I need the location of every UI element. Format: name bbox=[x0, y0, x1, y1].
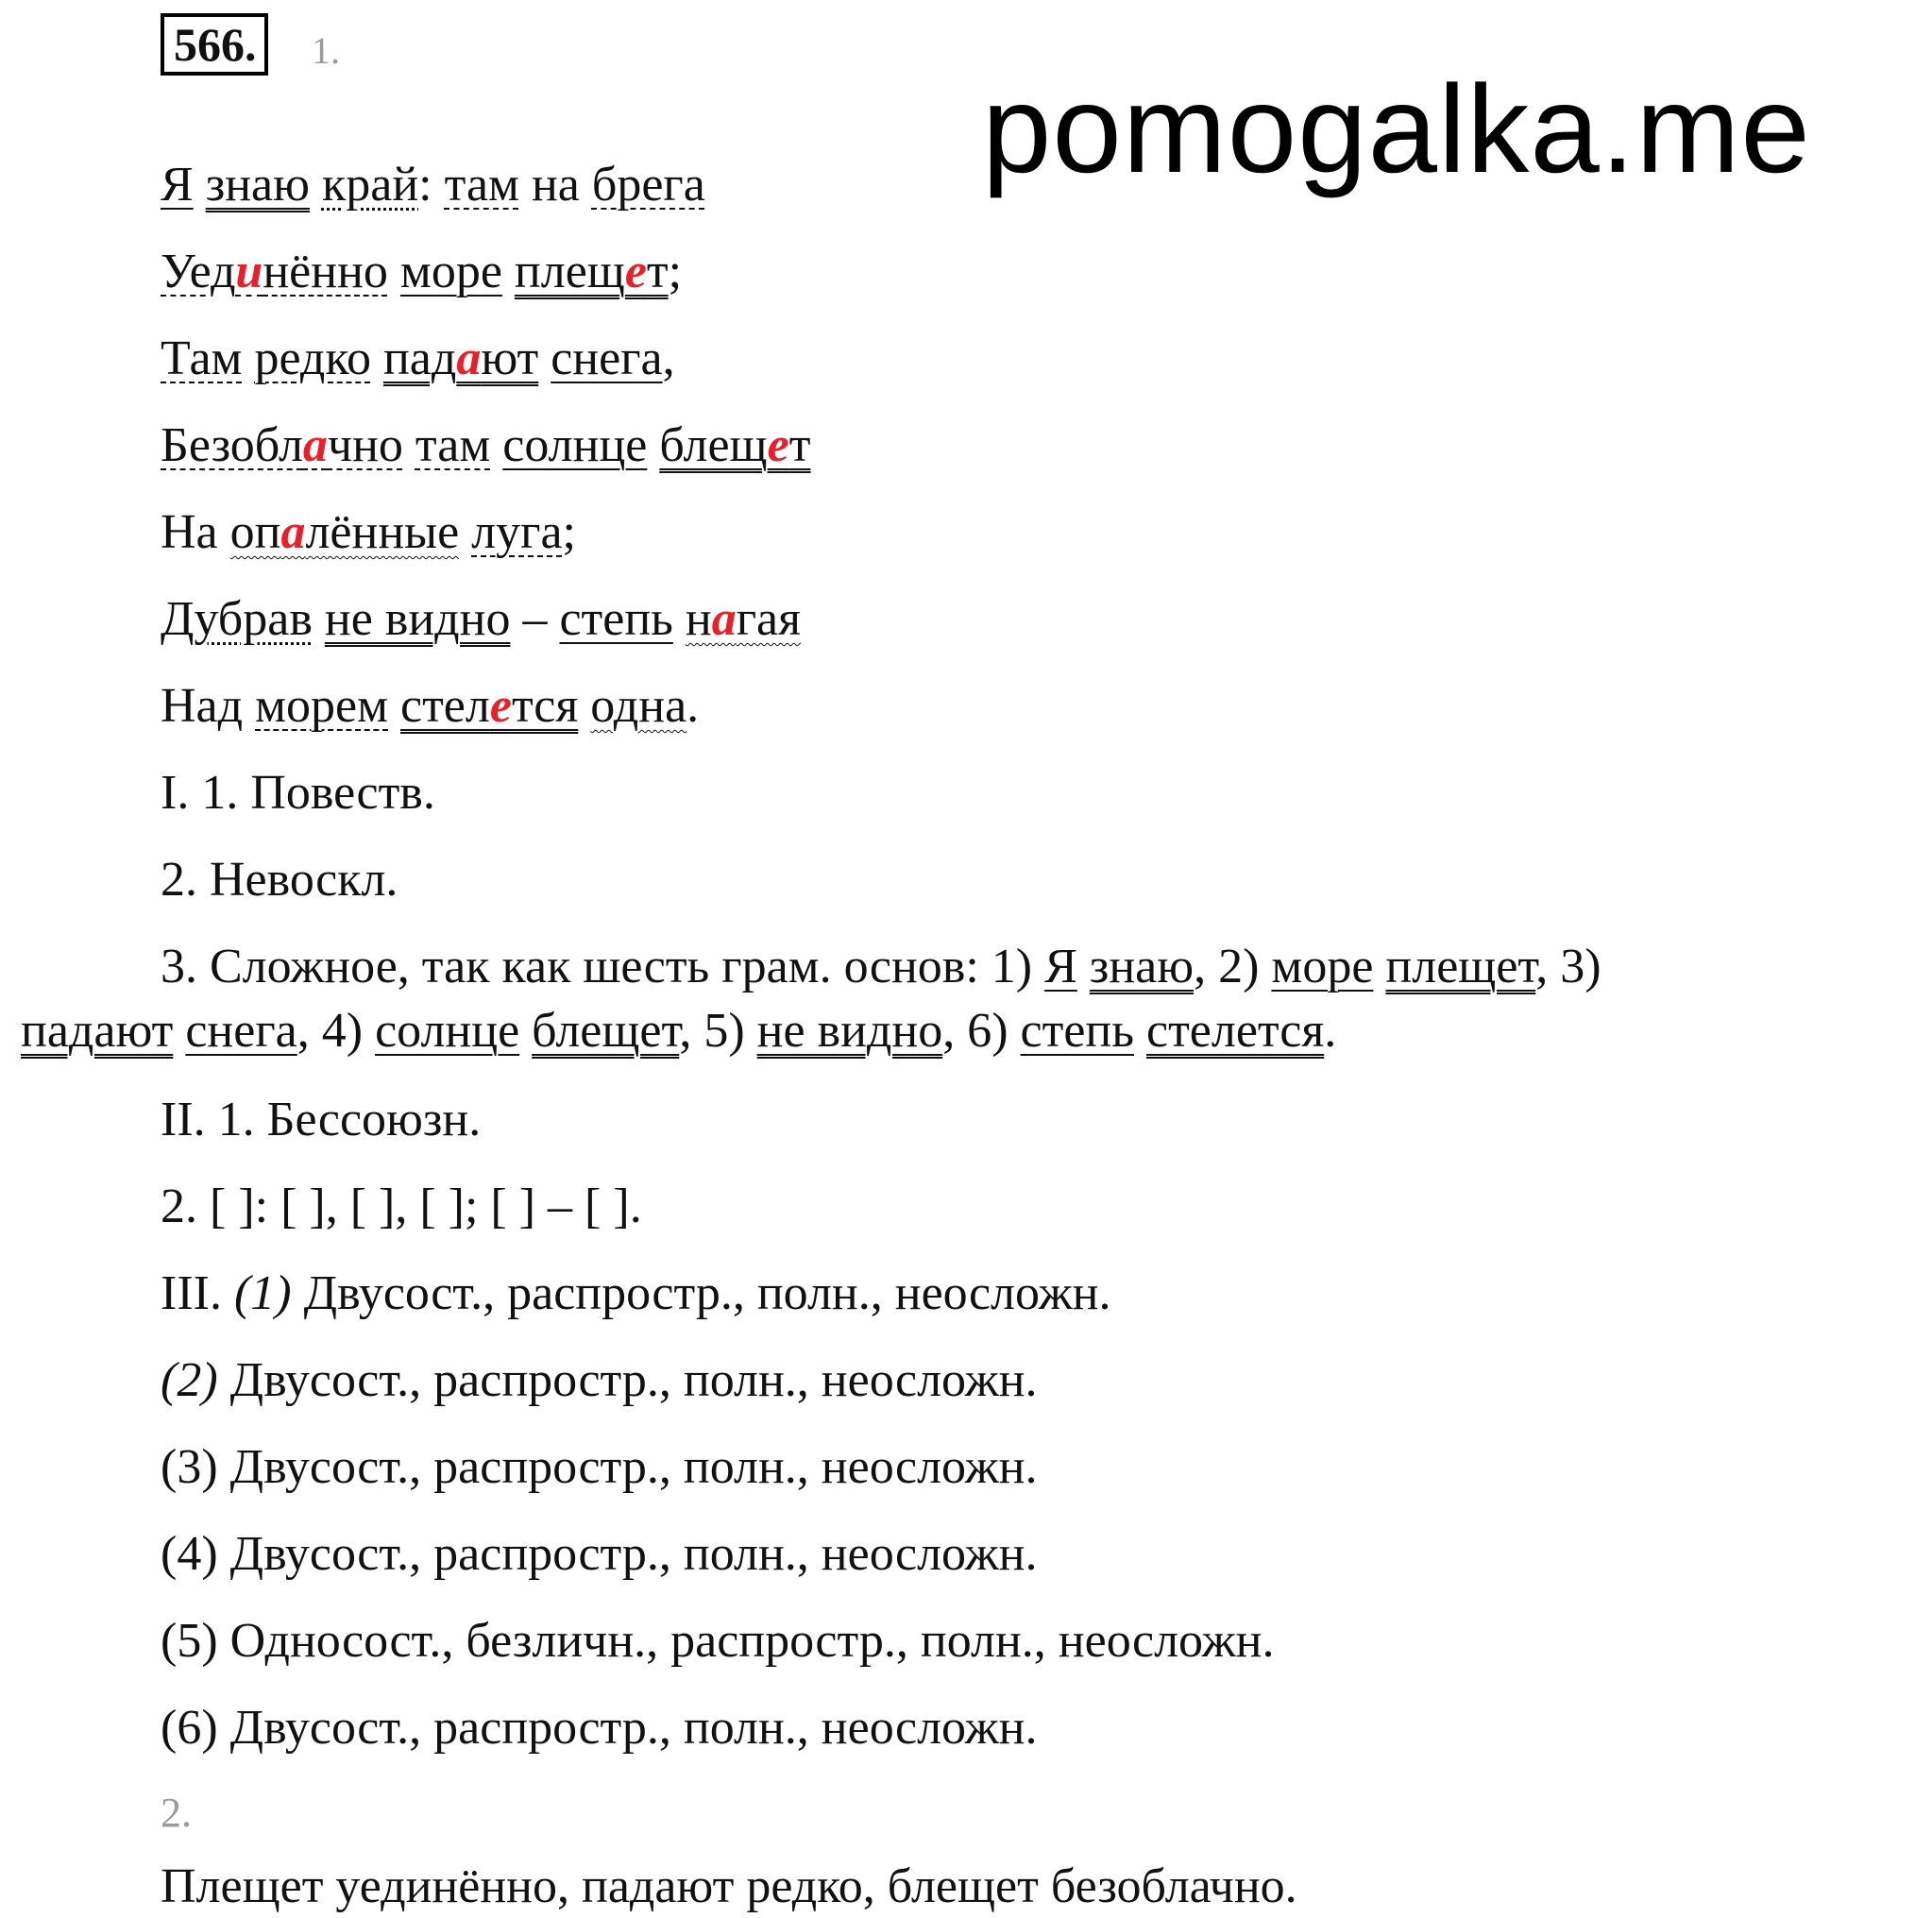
punct: , bbox=[662, 331, 675, 385]
punct: ; bbox=[668, 245, 683, 298]
exercise-number: 566. bbox=[161, 13, 268, 76]
poem-line-3 bbox=[161, 331, 675, 387]
analysis-i-2: 2. Невоскл. bbox=[161, 853, 398, 907]
analysis-i-3-line-2: падают снега, 4) солнце блещет, 5) не видно, 6) степь стелется. bbox=[21, 1004, 1337, 1058]
word: Уединённо bbox=[161, 245, 388, 298]
word: Дубрав bbox=[161, 592, 313, 646]
word: степь bbox=[559, 592, 673, 646]
punct: ; bbox=[562, 505, 576, 559]
poem-line-7 bbox=[161, 678, 699, 735]
part2-label: 2. bbox=[161, 1790, 192, 1836]
part1-label: 1. bbox=[312, 29, 340, 72]
predicate: стелется bbox=[1145, 1004, 1325, 1058]
word: там bbox=[444, 158, 519, 212]
predicate: блещет bbox=[532, 1004, 680, 1058]
word: стелется bbox=[400, 679, 579, 733]
sentence-label: (3) bbox=[161, 1440, 218, 1494]
poem-line-6 bbox=[161, 591, 801, 648]
word: луга bbox=[471, 505, 563, 559]
subject: солнце bbox=[375, 1004, 520, 1058]
poem-line-1 bbox=[161, 157, 705, 213]
punct: . bbox=[686, 679, 700, 733]
word: блещет bbox=[659, 418, 811, 472]
predicate: не видно bbox=[756, 1004, 943, 1058]
word: край bbox=[321, 158, 419, 212]
part2-text: Плещет уединённо, падают редко, блещет безоблачно. bbox=[161, 1859, 1297, 1913]
word: знаю bbox=[205, 158, 310, 212]
word: одна bbox=[590, 679, 687, 733]
subject: снега bbox=[185, 1004, 297, 1058]
analysis-iii-6: (6) Двусост., распростр., полн., неосложн. bbox=[161, 1701, 1038, 1755]
poem-line-2 bbox=[161, 244, 682, 300]
word: опалённые bbox=[229, 505, 460, 559]
punct: : bbox=[418, 158, 432, 212]
word: там bbox=[415, 418, 491, 472]
sentence-label: (6) bbox=[161, 1701, 218, 1755]
word: плещет bbox=[514, 245, 669, 298]
poem-line-4 bbox=[161, 417, 810, 474]
analysis-ii-1: II. 1. Бессоюзн. bbox=[161, 1093, 482, 1146]
word: Безоблачно bbox=[161, 418, 403, 472]
analysis-i-1: I. 1. Повеств. bbox=[161, 766, 435, 820]
word: снега bbox=[551, 331, 663, 385]
analysis-iii-2: (2) Двусост., распростр., полн., неосложн. bbox=[161, 1353, 1038, 1407]
poem-line-5 bbox=[161, 504, 576, 561]
word: Над bbox=[161, 679, 244, 733]
word: морем bbox=[255, 679, 388, 733]
word: не видно bbox=[324, 592, 511, 646]
site-logo: pomogalka.me bbox=[982, 59, 1811, 198]
word: море bbox=[399, 245, 502, 298]
word: солнце bbox=[502, 418, 648, 472]
word: брега bbox=[591, 158, 705, 212]
word: на bbox=[531, 158, 580, 212]
analysis-iii-5: (5) Односост., безличн., распростр., полн., неосложн. bbox=[161, 1614, 1275, 1668]
word: нагая bbox=[685, 592, 802, 646]
word: редко bbox=[254, 331, 371, 385]
subject: море bbox=[1271, 940, 1374, 993]
analysis-iii-1: III. (1) Двусост., распростр., полн., неосложн. bbox=[161, 1266, 1111, 1320]
subject: степь bbox=[1020, 1004, 1134, 1058]
dash: – bbox=[522, 592, 548, 646]
sentence-label: (4) bbox=[161, 1527, 218, 1581]
predicate: плещет bbox=[1385, 940, 1536, 993]
word: На bbox=[161, 505, 218, 559]
analysis-iii-4: (4) Двусост., распростр., полн., неосложн. bbox=[161, 1527, 1038, 1581]
word: падают bbox=[382, 331, 539, 385]
sentence-label: (1) bbox=[233, 1266, 292, 1320]
analysis-ii-2-scheme: 2. [ ]: [ ], [ ], [ ]; [ ] – [ ]. bbox=[161, 1180, 642, 1233]
predicate: падают bbox=[21, 1004, 174, 1058]
analysis-iii-3: (3) Двусост., распростр., полн., неосложн. bbox=[161, 1440, 1038, 1494]
subject: Я bbox=[1044, 940, 1077, 993]
word: Я bbox=[161, 158, 194, 212]
word: Там bbox=[161, 331, 243, 385]
analysis-i-3-line-1: 3. Сложное, так как шесть грам. основ: 1) Я знаю, 2) море плещет, 3) bbox=[161, 940, 1602, 993]
sentence-label: (2) bbox=[161, 1353, 218, 1407]
sentence-label: (5) bbox=[161, 1614, 218, 1668]
predicate: знаю bbox=[1089, 940, 1195, 993]
